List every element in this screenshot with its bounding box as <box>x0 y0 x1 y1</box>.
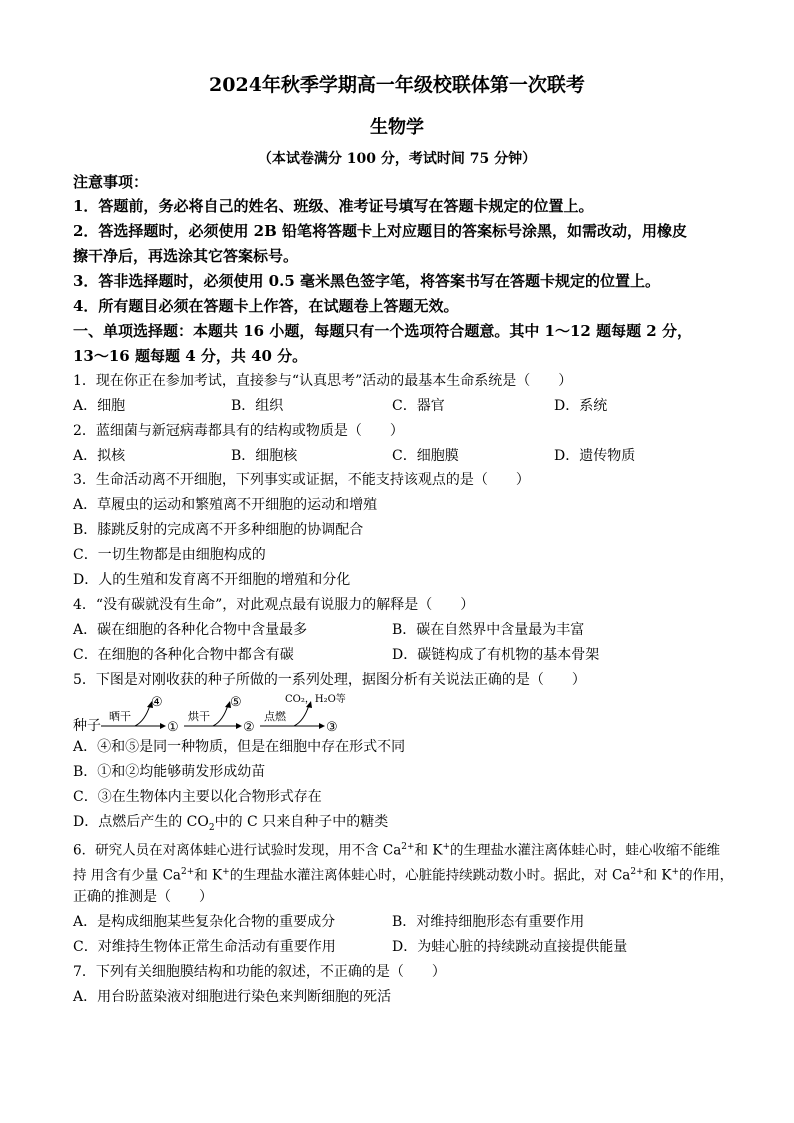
q1-option-b: B．组织 <box>231 398 284 414</box>
q7-stem: 7．下列有关细胞膜结构和功能的叙述，不正确的是（ ） <box>73 964 446 980</box>
q4-option-b: B．碳在自然界中含量最为丰富 <box>392 622 585 638</box>
notice-item-2: 2．答选择题时，必须使用 2B 铅笔将答题卡上对应题目的答案标号涂黑，如需改动，用橡皮 <box>73 222 688 240</box>
q3-option-d: D．人的生殖和发育离不开细胞的增殖和分化 <box>73 572 351 588</box>
q3-option-b: B．膝跳反射的完成离不开多种细胞的协调配合 <box>73 522 364 538</box>
q6-option-b: B．对维持细胞形态有重要作用 <box>392 914 585 930</box>
q5-option-c: C．③在生物体内主要以化合物形式存在 <box>73 789 322 805</box>
branch-2 <box>213 705 228 726</box>
q7-option-a: A．用台盼蓝染液对细胞进行染色来判断细胞的死活 <box>73 989 392 1005</box>
diagram-step1: 晒干 <box>109 710 131 723</box>
q6-option-a: A．是构成细胞某些复杂化合物的重要成分 <box>73 914 336 930</box>
q2-option-a: A．拟核 <box>73 448 126 464</box>
notice-item-4: 4．所有题目必须在答题卡上作答，在试题卷上答题无效。 <box>73 297 459 315</box>
q2-stem: 2．蓝细菌与新冠病毒都具有的结构或物质是（ ） <box>73 423 404 439</box>
q4-option-a: A．碳在细胞的各种化合物中含量最多 <box>73 622 308 638</box>
q6-stem-line2: 持 用含有少量 $Ca^{2+}$和 K+的生理盐水灌注离体蛙心时，心脏能持续跳动数小时。据此，对 $Ca^{2+}$和 K+的作用， <box>73 867 734 884</box>
q6-option-c: C．对维持生物体正常生命活动有重要作用 <box>73 939 336 955</box>
q2-option-d: D．遗传物质 <box>554 448 636 464</box>
diagram-r2: ② <box>243 720 255 735</box>
q6-stem-line1: 6．研究人员在对离体蛙心进行试验时发现，用不含 $Ca^{2+}$和 K+的生理盐水灌注离体蛙心时，蛙心收缩不能维 <box>73 842 720 859</box>
q6-option-d: D．为蛙心脏的持续跳动直接提供能量 <box>392 939 628 955</box>
notice-heading: 注意事项： <box>73 173 149 191</box>
q1-option-d: D．系统 <box>554 398 608 414</box>
q5-option-b: B．①和②均能够萌发形成幼苗 <box>73 764 266 780</box>
q5-option-a: A．④和⑤是同一种物质，但是在细胞中存在形式不同 <box>73 739 406 755</box>
diagram-out3: CO₂，H₂O等 <box>285 694 346 705</box>
notice-item-3: 3．答非选择题时，必须使用 0.5 毫米黑色签字笔，将答案书写在答题卡规定的位置上。 <box>73 272 660 290</box>
seed-treatment-diagram <box>73 689 373 735</box>
exam-info: （本试卷满分 100 分，考试时间 75 分钟） <box>257 151 537 167</box>
q1-stem: 1．现在你正在参加考试，直接参与“认真思考”活动的最基本生命系统是（ ） <box>73 373 573 389</box>
diagram-step2: 烘干 <box>188 710 210 723</box>
q3-stem: 3．生命活动离不开细胞，下列事实或证据，不能支持该观点的是（ ） <box>73 472 530 488</box>
arrow-1-head <box>160 723 166 729</box>
arrow-2-head <box>236 723 242 729</box>
diagram-r3: ③ <box>326 720 338 735</box>
section1-heading: 一、单项选择题：本题共 16 小题，每题只有一个选项符合题意。其中 1～12 题每题 2 分， <box>73 322 692 340</box>
diagram-r1: ① <box>167 720 179 735</box>
branch-3 <box>294 705 309 726</box>
q6-stem-line3: 正确的推测是（ ） <box>73 889 213 905</box>
q4-option-c: C．在细胞的各种化合物中都含有碳 <box>73 647 294 663</box>
q1-option-c: C．器官 <box>392 398 445 414</box>
q4-stem: 4．“没有碳就没有生命”，对此观点最有说服力的解释是（ ） <box>73 597 475 613</box>
q1-option-a: A．细胞 <box>73 398 126 414</box>
exam-title: 2024年秋季学期高一年级校联体第一次联考 <box>209 74 585 96</box>
diagram-step3: 点燃 <box>264 710 286 723</box>
notice-item-1: 1．答题前，务必将自己的姓名、班级、准考证号填写在答题卡规定的位置上。 <box>73 197 594 215</box>
subject-title: 生物学 <box>370 117 424 138</box>
q2-option-b: B．细胞核 <box>231 448 298 464</box>
q4-option-d: D．碳链构成了有机物的基本骨架 <box>392 647 600 663</box>
arrow-3-head <box>319 723 325 729</box>
q5-option-d: D．点燃后产生的 $CO_2$中的 C 只来自种子中的糖类 <box>73 814 389 833</box>
section1-heading-cont: 13～16 题每题 4 分，共 40 分。 <box>73 347 308 365</box>
q3-option-a: A．草履虫的运动和繁殖离不开细胞的运动和增殖 <box>73 497 378 513</box>
q2-option-c: C．细胞膜 <box>392 448 459 464</box>
branch-1 <box>135 705 150 726</box>
q5-stem: 5．下图是对刚收获的种子所做的一系列处理，据图分析有关说法正确的是（ ） <box>73 672 586 688</box>
diagram-out1: ④ <box>151 695 163 710</box>
diagram-out2: ⑤ <box>230 695 242 710</box>
q3-option-c: C．一切生物都是由细胞构成的 <box>73 547 266 563</box>
notice-item-2-cont: 擦干净后，再选涂其它答案标号。 <box>73 247 299 265</box>
diagram-seed-label: 种子 <box>73 718 101 734</box>
